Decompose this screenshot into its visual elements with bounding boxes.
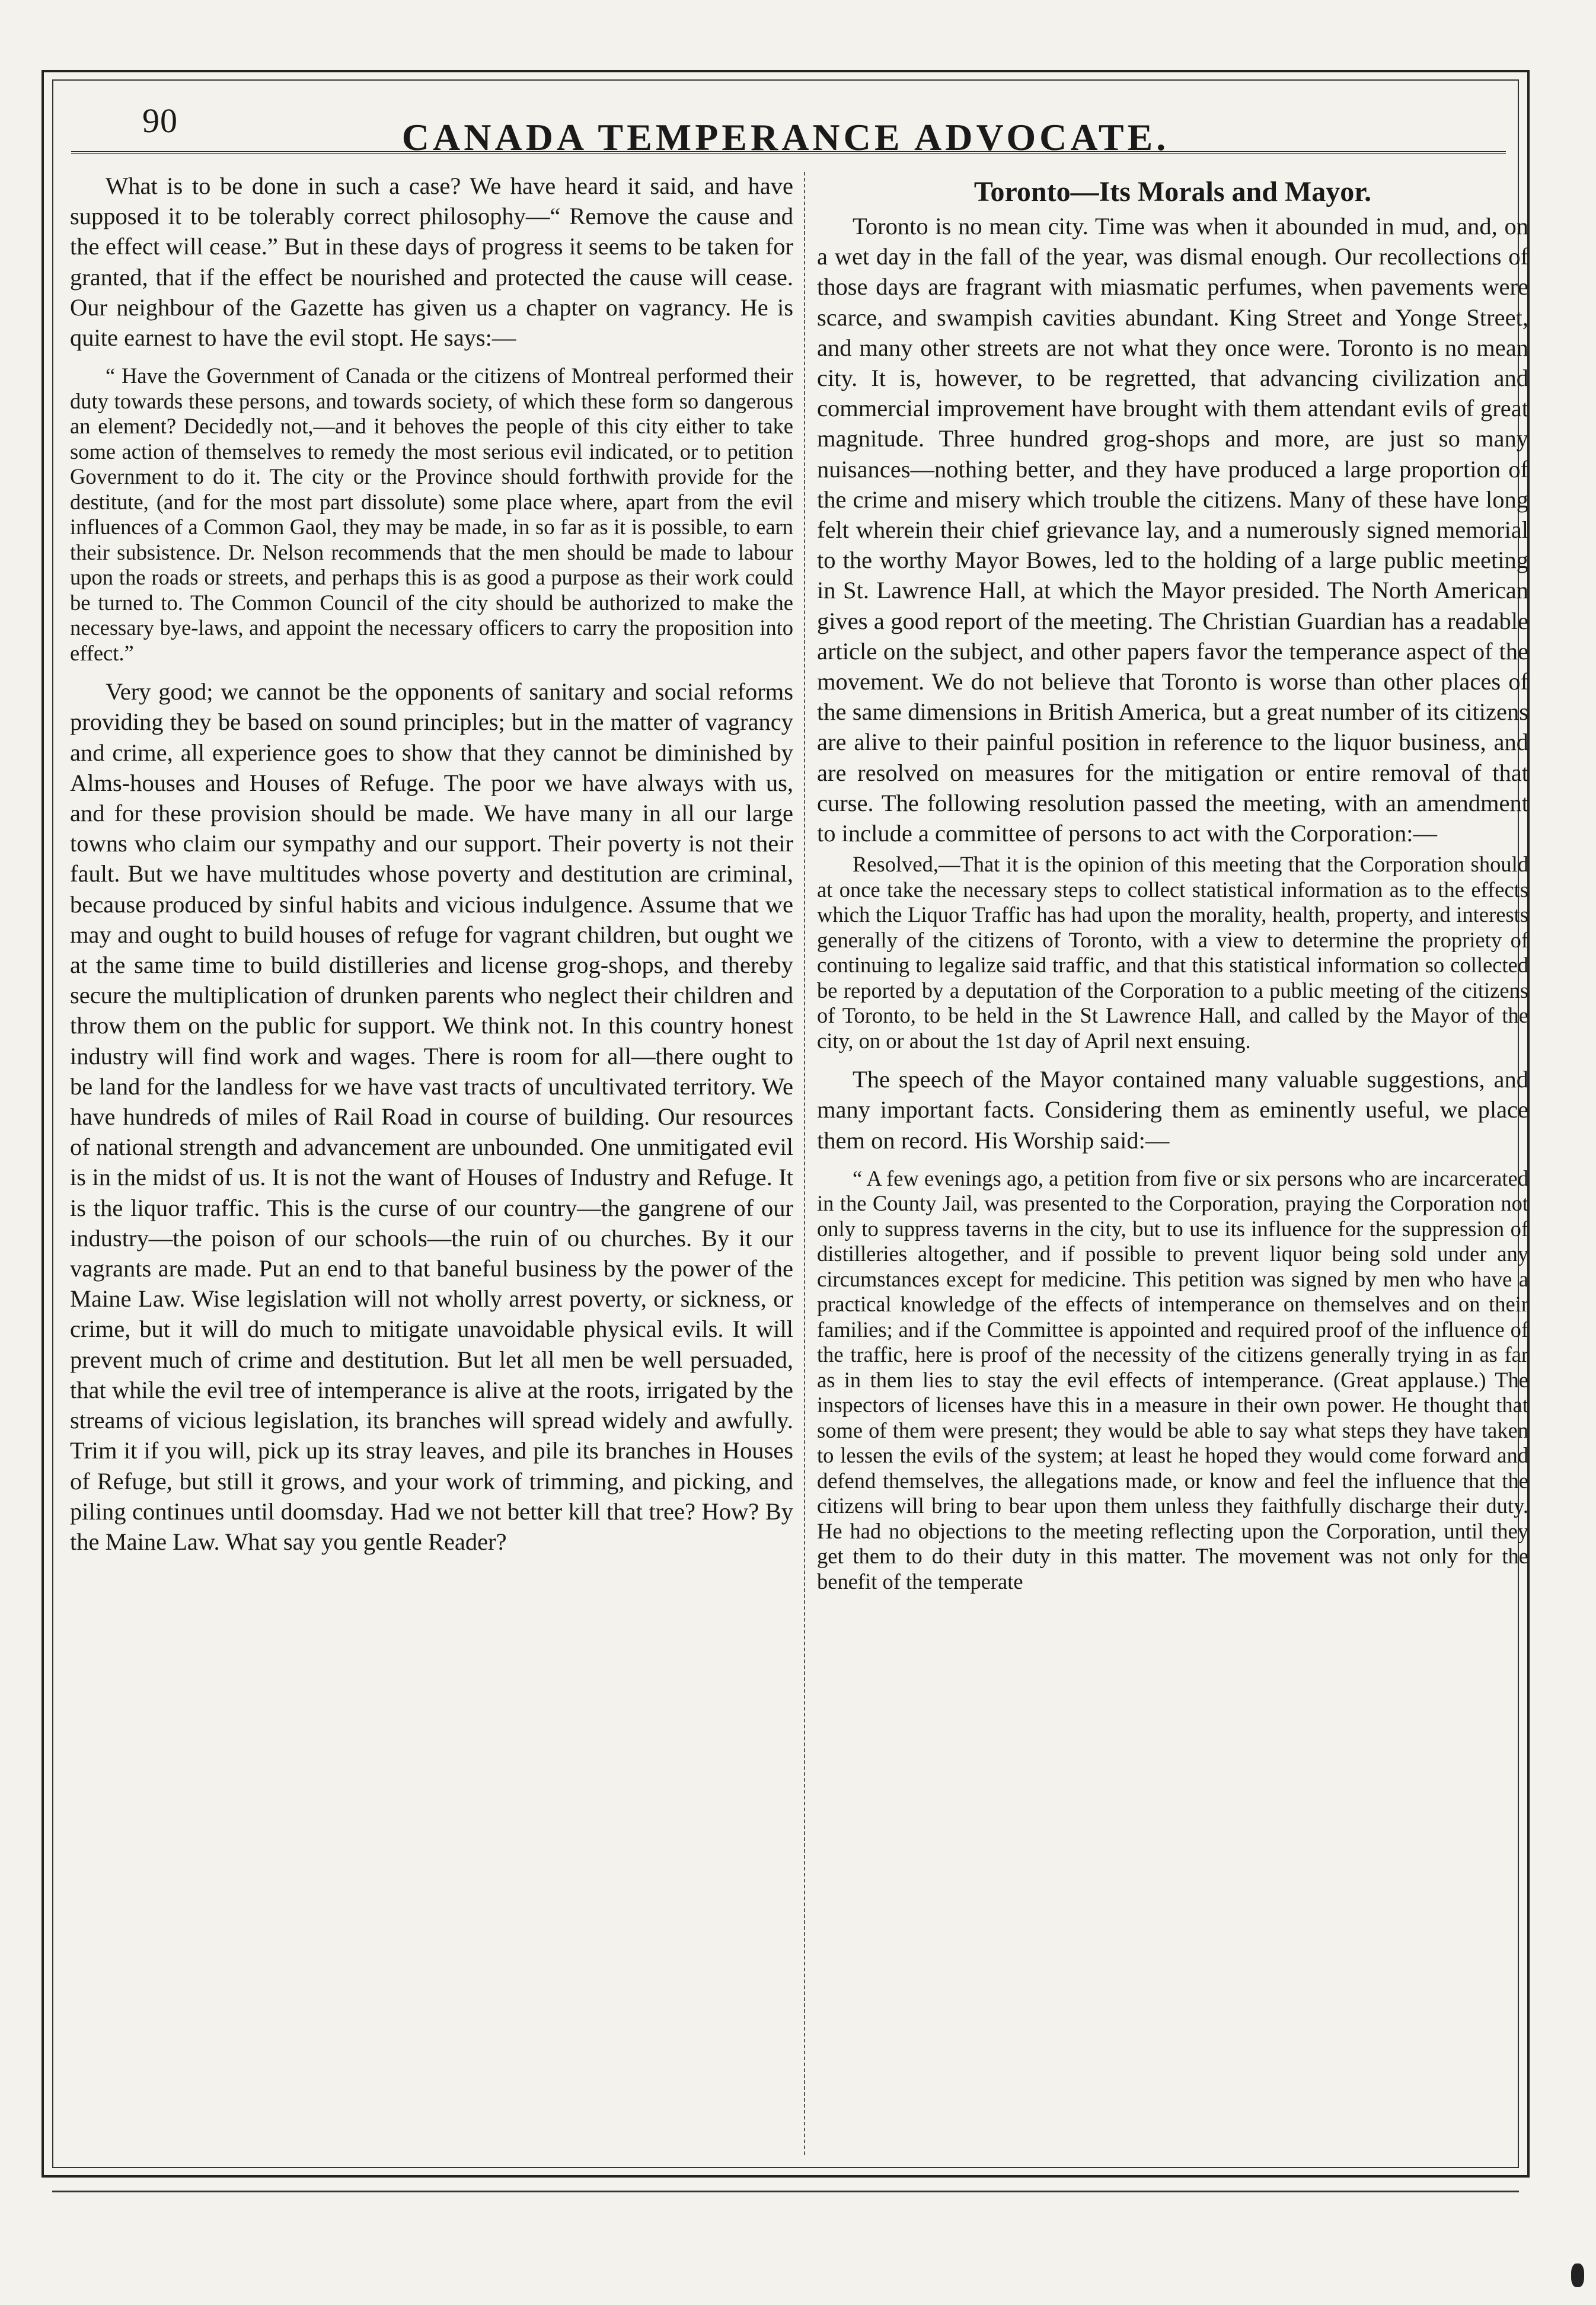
mayor-speech: “ A few evenings ago, a petition from five or six persons who are incarcerated in the County Jail, was presented to the Corporation, praying the Corporation not only to suppress taverns in the city, but to use its influence for the suppression of distilleries altogether, and if possible to prevent liquor being sold under any circumstances except for medicine. This petition was signed by men who have a practical knowledge of the effects of intemperance on themselves and on their families; and if the Committee is appointed and required proof of the influence of the traffic, here is proof of the necessity of the citizens generally trying in as far as in them lies to stay the evil effects of intemperance. (Great applause.) The inspectors of licenses have this in a measure in their own power. He thought that some of them were present; they would be able to say what steps they have taken to lessen the evils of the system; at least he hoped they would come forward and defend themselves, the allegations made, or know and feel the influence that the citizens will bring to bear upon them unless they faithfully discharge their duty. He had no objections to the meeting reflecting upon the Corporation, until they get them to do their duty in this matter. The movement was not only for the benefit of the temperate xyxy=(817,1166,1528,1594)
article-paragraph: What is to be done in such a case? We have heard it said, and have supposed it to be tolerably correct philosophy—“ Remove the cause and the effect will cease.” But in these days of progress it seems to be taken for granted, that if the effect be nourished and protected the cause will cease. Our neighbour of the Gazette has given us a chapter on vagrancy. He is quite earnest to have the evil stopt. He says:— xyxy=(70,173,793,352)
column-divider xyxy=(804,172,805,2155)
gazette-quotation: “ Have the Government of Canada or the citizens of Montreal performed their duty towards these persons, and towards society, of which these form so dangerous an element? Decidedly not,—and it behoves the people of this city either to take some action of themselves to remedy the most serious evil indicated, or to petition Government to do it. The city or the Province should forthwith provide for the destitute, (and for the most part dissolute) some place where, apart from the evil influences of a Common Gaol, they may be made, in so far as it is possible, to earn their subsistence. Dr. Nelson recommends that the men should be made to labour upon the roads or streets, and perhaps this is as good a purpose as their work could be turned to. The Common Council of the city should be authorized to make the necessary bye-laws, and appoint the necessary officers to carry the proposition into effect.” xyxy=(70,363,793,665)
page-header xyxy=(65,89,1506,166)
page-number: 90 xyxy=(142,101,178,140)
article-paragraph: Toronto is no mean city. Time was when it abounded in mud, and, on a wet day in the fall of the year, was dismal enough. Our recollections of those days are fragrant with miasmatic perfumes, when pavements were scarce, and swampish cavities abundant. King Street and Yonge Street, and many other streets are not what they once were. Toronto is no mean city. It is, however, to be regretted, that advancing civilization and commercial improvement have brought with them attendant evils of great magnitude. Three hundred grog-shops and more, are just so many nuisances—nothing better, and they have produced a large proportion of the crime and misery which trouble the citizens. Many of these have long felt wherein their chief grievance lay, and a numerously signed memorial to the worthy Mayor Bowes, led to the holding of a large public meeting in St. Lawrence Hall, at which the Mayor presided. The North American gives a good report of the meeting. The Christian Guardian has a readable article on the subject, and other papers favor the temperance aspect of the movement. We do not believe that Toronto is worse than other places of the same dimensions in British America, but a great number of its citizens are alive to their painful position in reference to the liquor business, and are resolved on measures for the mitigation or entire removal of that curse. The following resolution passed the meeting, with an amendment to include a committee of persons to act with the Corporation:— xyxy=(817,213,1528,847)
article-title: Toronto—Its Morals and Mayor. xyxy=(973,176,1372,207)
running-title: CANADA TEMPERANCE ADVOCATE. xyxy=(401,116,1170,158)
header-rule xyxy=(71,151,1506,154)
footer-rule xyxy=(52,2191,1519,2192)
article-paragraph: The speech of the Mayor contained many valuable suggestions, and many important facts. Considering them as eminently useful, we place them on record. His Worship said:— xyxy=(817,1066,1528,1154)
right-column xyxy=(817,171,1528,2163)
article-paragraph: Very good; we cannot be the opponents of sanitary and social reforms providing they be based on sound principles; but in the matter of vagrancy and crime, all experience goes to show that they cannot be diminished by Alms-houses and Houses of Refuge. The poor we have always with us, and for these provision should be made. We have many in all our large towns who claim our sympathy and our support. Their poverty is not their fault. But we have multitudes whose poverty and destitution are criminal, because produced by sinful habits and vicious indulgence. Assume that we may and ought to build houses of refuge for vagrant children, but ought we at the same time to build distilleries and license grog-shops, and thereby secure the multiplication of drunken parents who neglect their children and throw them on the public for support. We think not. In this country honest industry will find work and wages. There is room for all—there ought to be land for the landless for we have vast tracts of uncultivated territory. We have hundreds of miles of Rail Road in course of building. Our resources of national strength and advancement are unbounded. One unmitigated evil is in the midst of us. It is not the want of Houses of Industry and Refuge. It is the liquor traffic. This is the curse of our country—the gangrene of our industry—the poison of our schools—the ruin of ou churches. By it our vagrants are made. Put an end to that baneful business by the power of the Maine Law. Wise legislation will not wholly arrest poverty, or sickness, or crime, but it will do much to mitigate unavoidable physical evils. It will prevent much of crime and destitution. But let all men be well persuaded, that while the evil tree of intemperance is alive at the roots, irrigated by the streams of vicious legislation, its branches will spread widely and awfully. Trim it if you will, pick up its stray leaves, and pile its branches in Houses of Refuge, but still it grows, and your work of trimming, and picking, and piling continues until doomsday. Had we not better kill that tree? How? By the Maine Law. What say you gentle Reader? xyxy=(70,678,793,1555)
left-column xyxy=(70,171,793,2163)
ink-speck xyxy=(1571,2264,1584,2287)
resolution-text: Resolved,—That it is the opinion of this meeting that the Corporation should at once take the necessary steps to collect statistical information as to the effects which the Liquor Traffic has had upon the morality, health, property, and interests generally of the citizens of Toronto, with a view to determine the propriety of continuing to legalize said traffic, and that this statistical information so collected be reported by a deputation of the Corporation to a public meeting of the citizens of Toronto, to be held in the St Lawrence Hall, and called by the Mayor of the city, on or about the 1st day of April next ensuing. xyxy=(817,852,1528,1053)
